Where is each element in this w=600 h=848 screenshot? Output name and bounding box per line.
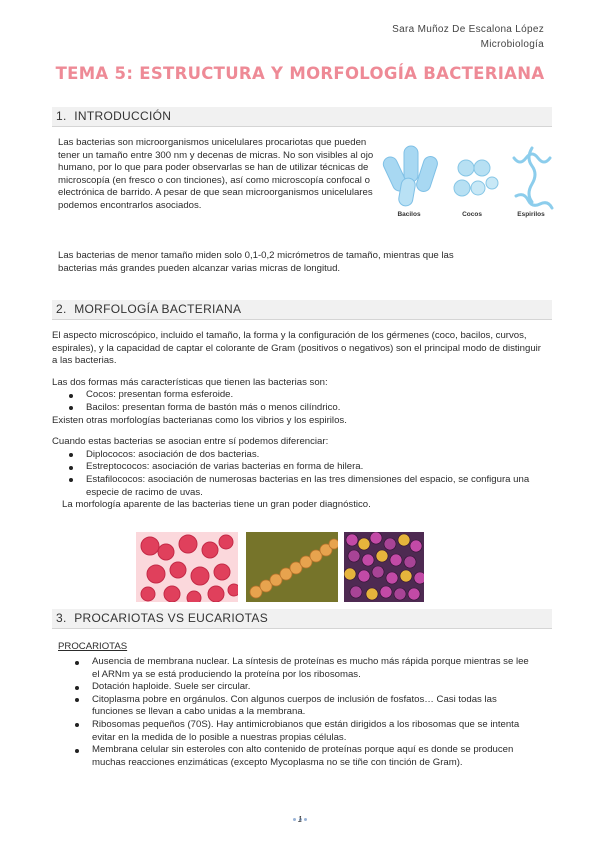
estafilococos-micrograph-image: [344, 532, 424, 602]
procariotas-body: [58, 656, 538, 769]
micrograph-cocos: [136, 532, 238, 602]
morfologia-text-1: El aspecto microscópico, incluido el tamaño, la forma y la configuración de los gérmenes (coco, bacilos, curvos, espirales), y la capacidad de captar el colorante de Gram (positivos o negativos) son el principal modo de distinguir a las bacterias.: [52, 330, 542, 367]
bacilos-icon: [382, 146, 439, 207]
espirilos-icon: [514, 148, 552, 208]
subject-name: Microbiología: [480, 39, 544, 50]
list-item: Ausencia de membrana nuclear. La síntesis de proteínas es mucho más rápida porque mientras se lee el ARNm ya se está produciendo la proteína por los ribosomas.: [58, 656, 538, 681]
list-item: Membrana celular sin esteroles con alto contenido de proteínas porque aquí es donde se producen muchas reacciones enzimáticas (excepto Mycoplasma no se tiñe con tinción de Gram).: [58, 744, 538, 769]
estreptococos-micrograph-image: [246, 532, 338, 602]
morfologia-text-5: La morfología aparente de las bacterias tiene un gran poder diagnóstico.: [62, 499, 371, 511]
procariotas-subheading: PROCARIOTAS: [58, 641, 128, 652]
associations-list: [52, 449, 542, 499]
intro-text-2: Las bacterias de menor tamaño miden solo 0,1-0,2 micrómetros de tamaño, mientras que las bacterias más grandes pueden alcanzar varias micras de longitud.: [58, 250, 454, 274]
caption-bacilos: Bacilos: [397, 211, 421, 218]
list-item: Ribosomas pequeños (70S). Hay antimicrobianos que están dirigidos a los ribosomas que se intenta evitar en la medida de lo posible a nuestras propias células.: [58, 719, 538, 744]
micrograph-estreptococos: [246, 532, 338, 602]
section-heading-morfologia: [52, 300, 552, 320]
intro-paragraph-1: [58, 137, 374, 213]
cocos-icon: [454, 160, 498, 196]
page-title: TEMA 5: ESTRUCTURA Y MORFOLOGÍA BACTERIANA: [55, 64, 545, 83]
section-title: PROCARIOTAS VS EUCARIOTAS: [74, 611, 269, 625]
morfologia-text-4: Cuando estas bacterias se asocian entre sí podemos diferenciar:: [52, 436, 329, 448]
morfologia-text-2: Las dos formas más características que tienen las bacterias son:: [52, 376, 328, 388]
section-title: MORFOLOGÍA BACTERIANA: [74, 302, 242, 316]
morfologia-text-3: Existen otras morfologías bacterianas como los vibrios y los espirilos.: [52, 414, 347, 426]
intro-paragraph-2: [58, 250, 458, 275]
caption-espirilos: Espirilos: [517, 211, 545, 218]
list-item: Bacilos: presentan forma de bastón más o menos cilíndrico.: [52, 402, 542, 415]
list-item: Cocos: presentan forma esferoide.: [52, 389, 542, 402]
section-number: 1.: [56, 109, 67, 123]
section-number: 2.: [56, 302, 67, 316]
forms-list: [52, 389, 542, 414]
micrograph-estafilococos: [344, 532, 424, 602]
list-item: Estreptococos: asociación de varias bacterias en forma de hilera.: [52, 461, 542, 474]
list-item: Dotación haploide. Suele ser circular.: [58, 681, 538, 694]
section-title: INTRODUCCIÓN: [74, 109, 172, 123]
page-number: 1: [297, 815, 303, 824]
caption-cocos: Cocos: [462, 211, 482, 218]
procariotas-list: [58, 656, 538, 769]
section-number: 3.: [56, 611, 67, 625]
list-item: Estafilococos: asociación de numerosas bacterias en las tres dimensiones del espacio, se configura una especie de racimo de uvas.: [52, 474, 542, 499]
intro-text-1: Las bacterias son microorganismos unicelulares procariotas que pueden tener un tamaño entre 300 nm y decenas de micras. No son visibles al ojo humano, por lo que para poder observarlas se han de utilizar técnicas de microscopía (en fresco o con tinciones), así como microscopía confocal o electrónica de barrido. A pesar de que sean microorganismos unicelulares podemos encontrarlos asociados.: [58, 137, 374, 211]
author-name: Sara Muñoz De Escalona López: [392, 24, 544, 35]
morfologia-body: [52, 330, 542, 512]
cocos-micrograph-image: [136, 532, 238, 602]
section-heading-intro: [52, 107, 552, 127]
list-item: Citoplasma pobre en orgánulos. Con algunos cuerpos de inclusión de fosfatos… Casi todas las funciones se llevan a cabo unidas a la membrana.: [58, 694, 538, 719]
list-item: Diplococos: asociación de dos bacterias.: [52, 449, 542, 462]
section-heading-procariotas: [52, 609, 552, 629]
